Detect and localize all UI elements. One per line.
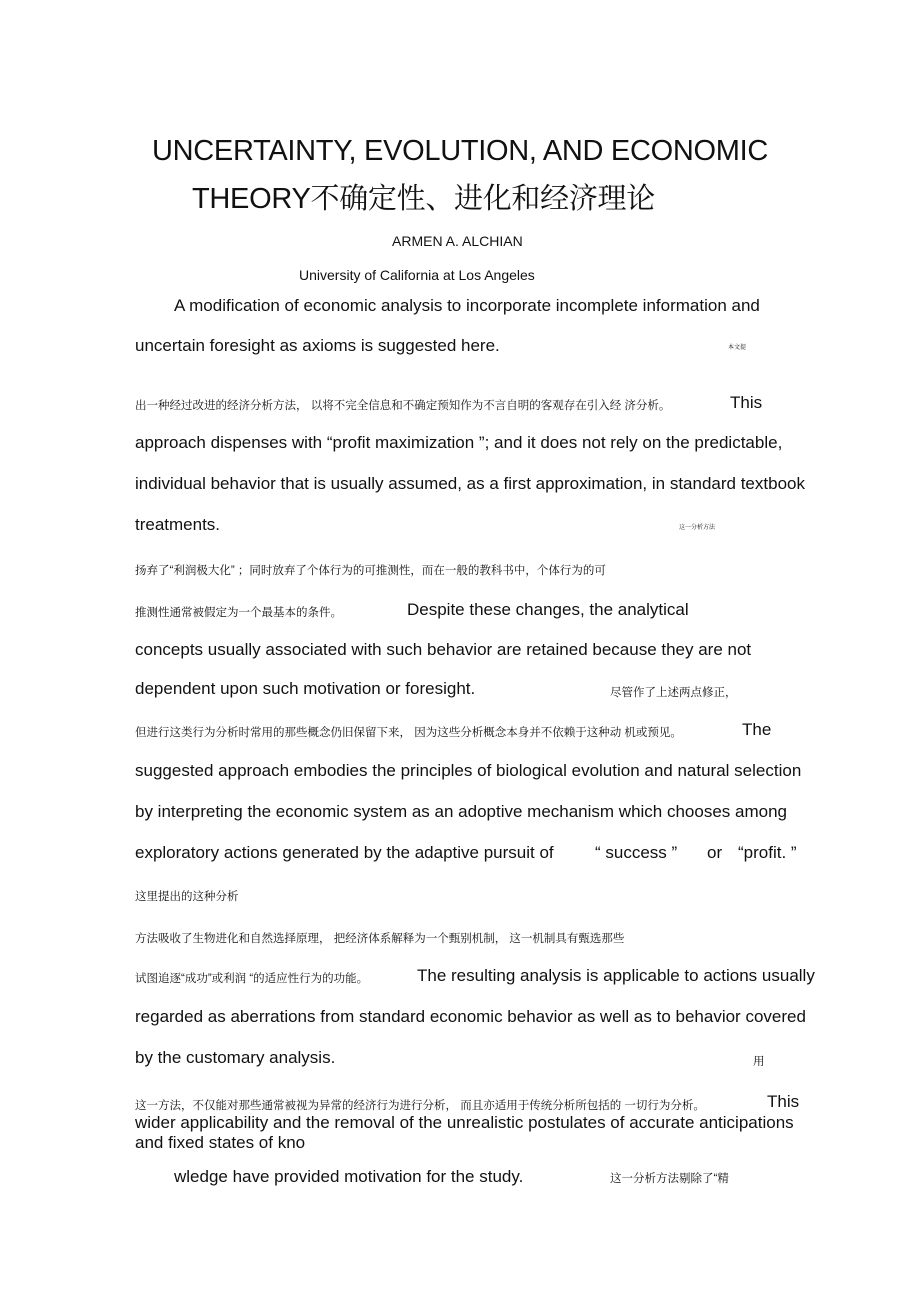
translation-line: 但进行这类行为分析时常用的那些概念仍旧保留下来， 因为这些分析概念本身并不依赖于这种动 机或预见。 bbox=[135, 727, 682, 739]
quoted-word: “ success ” bbox=[595, 843, 678, 862]
text-line: and fixed states of kno bbox=[135, 1133, 306, 1152]
translation-line: 扬弃了“利润极大化” ；同时放弃了个体行为的可推测性，而在一般的教科书中，个体行为的可 bbox=[135, 565, 606, 577]
text-line: individual behavior that is usually assumed, as a first approximation, in standard textbook bbox=[135, 474, 805, 493]
title-line-2: THEORY不确定性、进化和经济理论 bbox=[192, 183, 655, 215]
text-line: dependent upon such motivation or foresight. bbox=[135, 679, 476, 698]
translation-line: 方法吸收了生物进化和自然选择原理， 把经济体系解释为一个甄别机制， 这一机制具有甄选那些 bbox=[135, 933, 625, 945]
text-line: regarded as aberrations from standard economic behavior as well as to behavior covered bbox=[135, 1007, 806, 1026]
text-line: A modification of economic analysis to incorporate incomplete information and bbox=[174, 296, 760, 315]
translation-line: 这一方法，不仅能对那些通常被视为异常的经济行为进行分析， 而且亦适用于传统分析所包括的 一切行为分析。 bbox=[135, 1100, 705, 1112]
text-line: concepts usually associated with such behavior are retained because they are not bbox=[135, 640, 752, 659]
translation-fragment: 本文提 bbox=[728, 345, 747, 351]
text-line: The bbox=[742, 720, 772, 739]
text-line: treatments. bbox=[135, 515, 221, 534]
translation-fragment: 这一分析方法 bbox=[679, 525, 716, 531]
text-line: wledge have provided motivation for the study. bbox=[174, 1167, 524, 1186]
text-line: wider applicability and the removal of the unrealistic postulates of accurate anticipations bbox=[135, 1113, 794, 1132]
translation-fragment: 这一分析方法剔除了“精 bbox=[610, 1173, 729, 1185]
title-line-1: UNCERTAINTY, EVOLUTION, AND ECONOMIC bbox=[152, 135, 769, 167]
text-line: suggested approach embodies the principles of biological evolution and natural selection bbox=[135, 761, 802, 780]
translation-fragment: 用 bbox=[753, 1056, 765, 1068]
text-line: by the customary analysis. bbox=[135, 1048, 336, 1067]
translation-line: 出一种经过改进的经济分析方法， 以将不完全信息和不确定预知作为不言自明的客观存在引入经 济分析。 bbox=[135, 400, 671, 412]
translation-line: 试图追逐“成功”或利润 “的适应性行为的功能。 bbox=[135, 973, 369, 985]
affiliation: University of California at Los Angeles bbox=[299, 267, 535, 283]
text-line: This bbox=[767, 1092, 800, 1111]
text-line: exploratory actions generated by the adaptive pursuit of bbox=[135, 843, 554, 862]
text-line: approach dispenses with “profit maximization ”; and it does not rely on the predictable, bbox=[135, 433, 783, 452]
text-word: or bbox=[707, 843, 723, 862]
quoted-word: “profit. ” bbox=[738, 843, 797, 862]
text-line: This bbox=[730, 393, 763, 412]
text-line: Despite these changes, the analytical bbox=[407, 600, 689, 619]
author: ARMEN A. ALCHIAN bbox=[392, 233, 523, 249]
translation-line: 推测性通常被假定为一个最基本的条件。 bbox=[135, 607, 342, 619]
text-line: uncertain foresight as axioms is suggested here. bbox=[135, 336, 500, 355]
text-line: by interpreting the economic system as an adoptive mechanism which chooses among bbox=[135, 802, 788, 821]
translation-fragment: 尽管作了上述两点修正， bbox=[610, 687, 737, 699]
translation-line: 这里提出的这种分析 bbox=[135, 891, 239, 903]
text-line: The resulting analysis is applicable to actions usually bbox=[417, 966, 815, 985]
